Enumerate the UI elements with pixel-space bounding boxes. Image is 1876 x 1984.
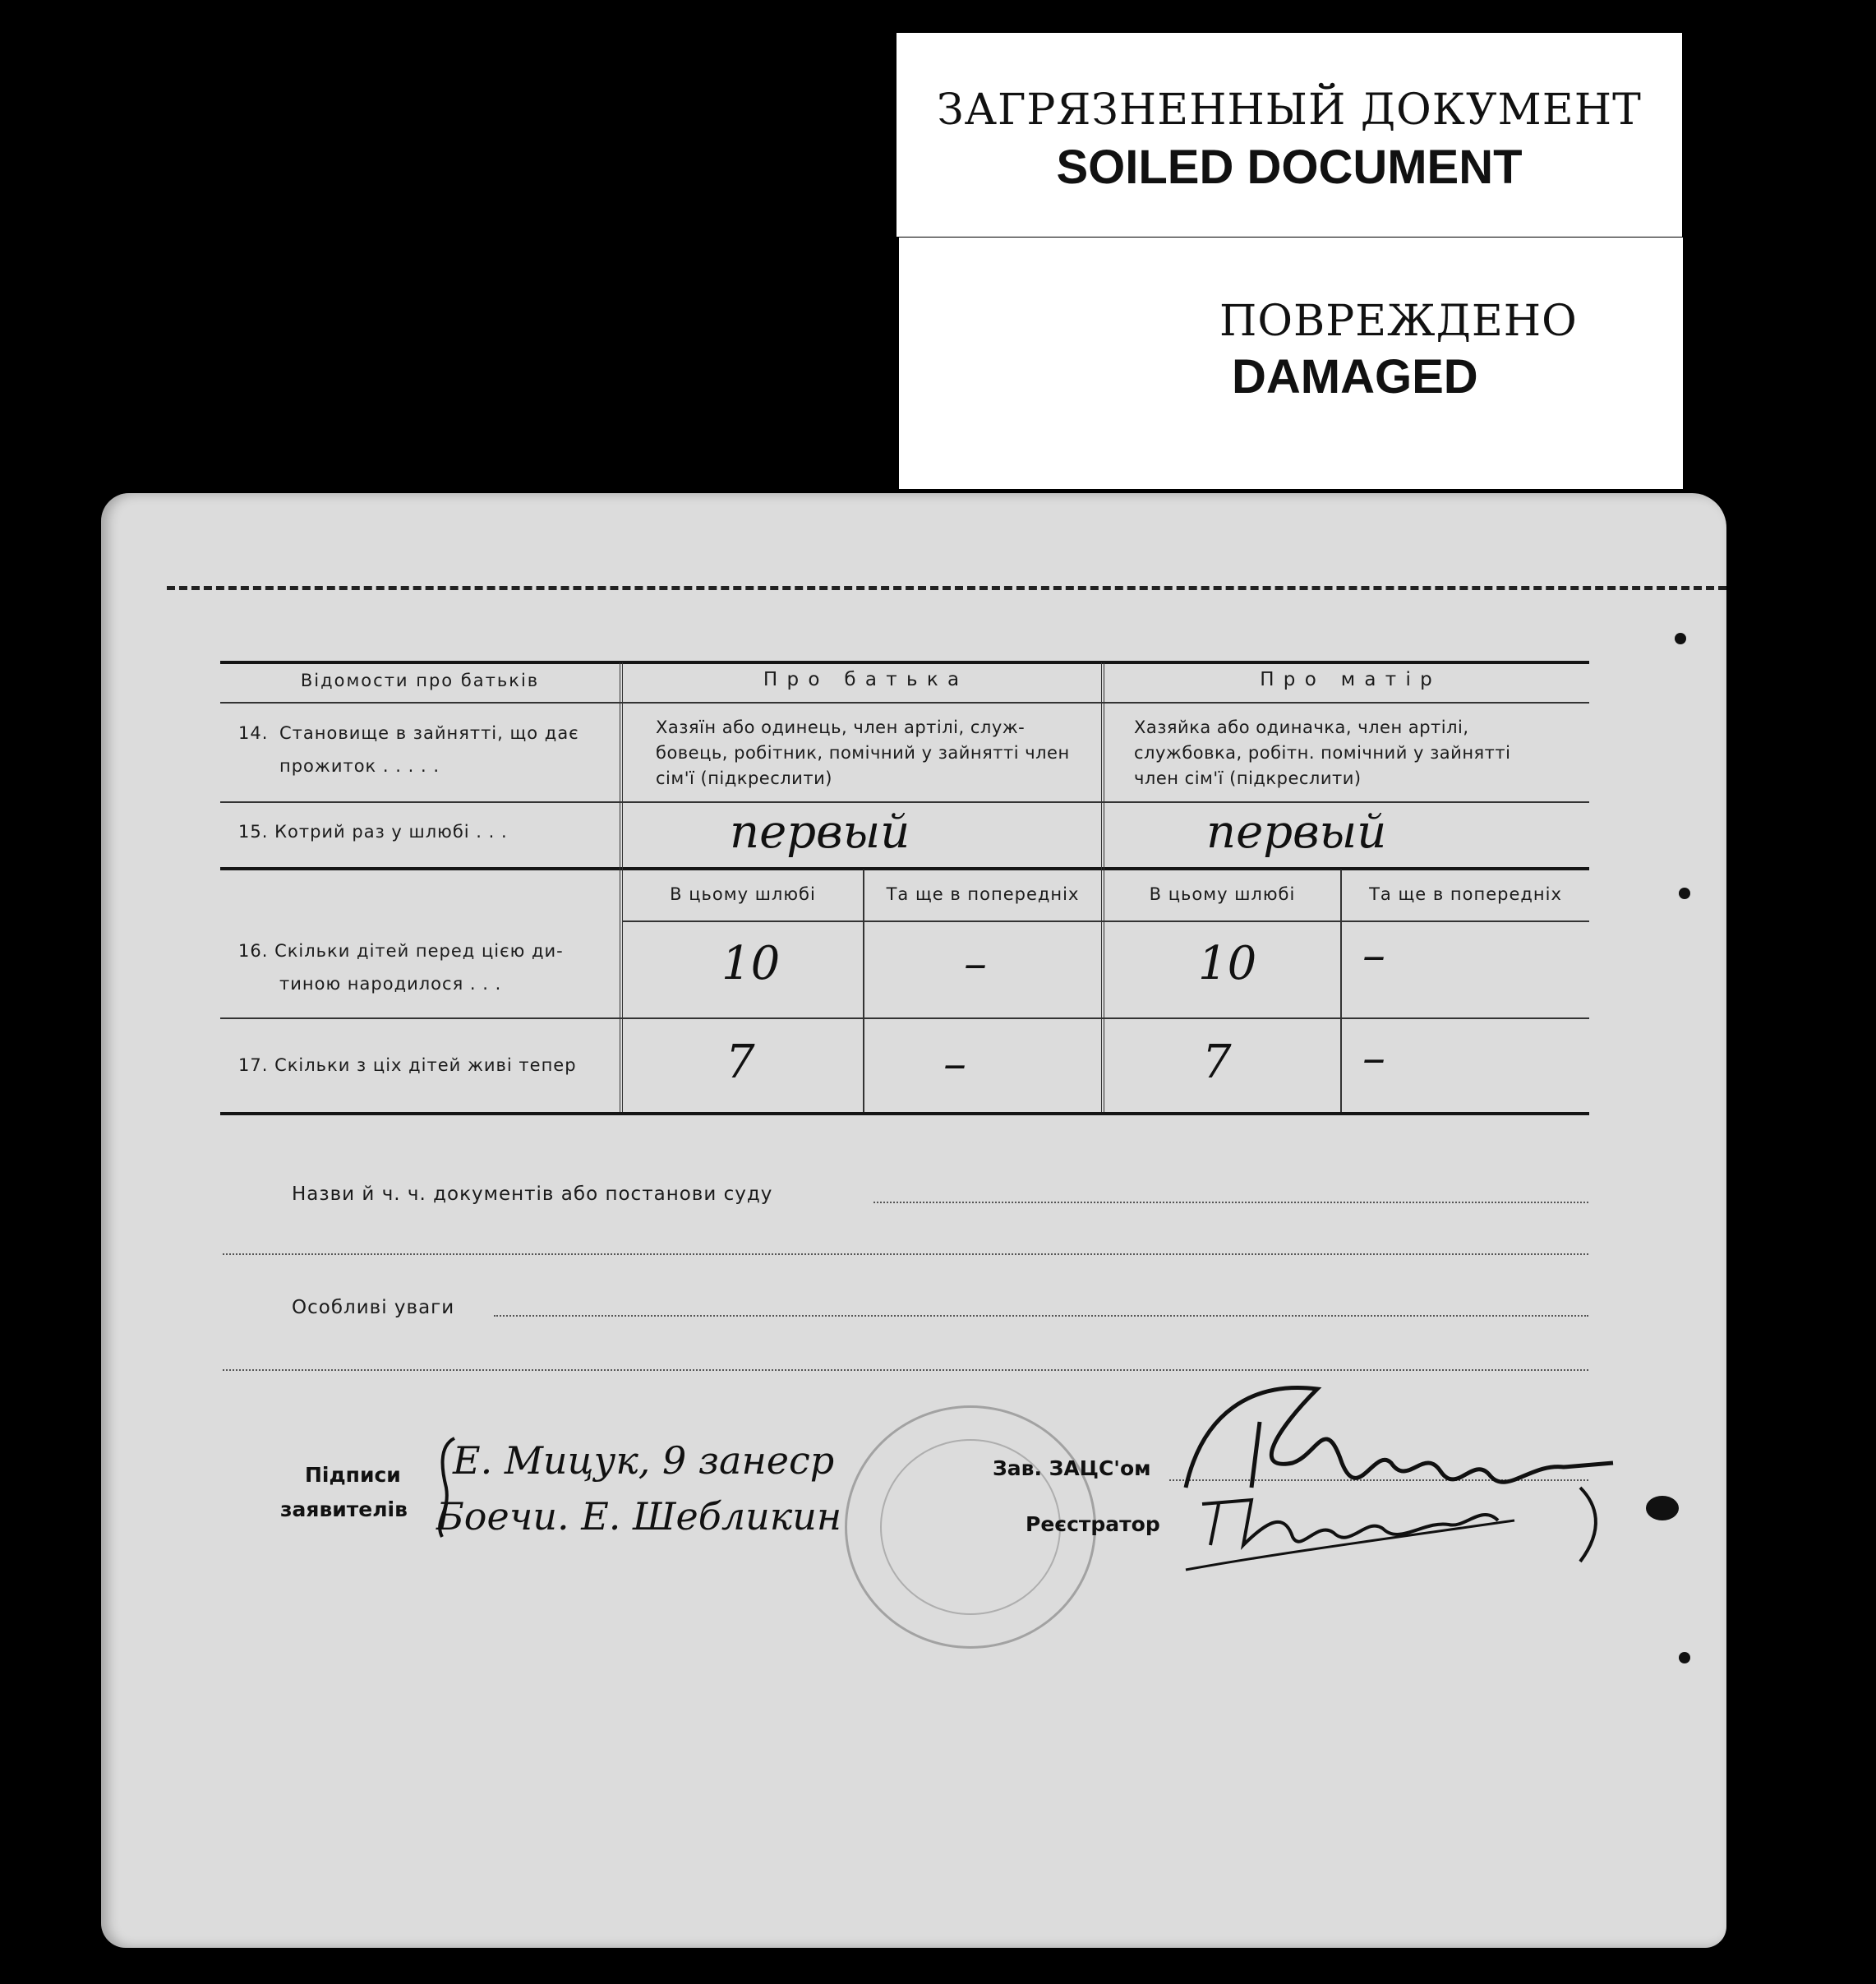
row17-father-this-marriage: 7 [726, 1036, 755, 1089]
row15-bottom-rule [220, 867, 1589, 870]
row14-number: 14. [238, 723, 269, 743]
damaged-document-notice [899, 238, 1683, 489]
subheader-mother-previous: Та ще в попередніх [1369, 884, 1562, 904]
col-divider-mother-sub [1340, 870, 1342, 1112]
soiled-notice-english: SOILED DOCUMENT [1056, 141, 1523, 194]
applicant-signature-1: Е. Мицук, 9 занеср [453, 1438, 835, 1483]
row17-mother-this-marriage: 7 [1202, 1036, 1232, 1089]
damaged-notice-english: DAMAGED [1232, 350, 1478, 404]
row14-bottom-rule [220, 801, 1589, 803]
row16-father-this-marriage: 10 [721, 937, 781, 990]
header-about-father: П р о б а т ь к а [763, 669, 961, 690]
row14-father-options: Хазяїн або одинець, член артілі, служ- бовець, робітник, помічний у зайнятті член сім'ї (підкреслити) [656, 717, 1070, 788]
applicants-signatures-label-1: Підписи [305, 1463, 401, 1487]
documents-label: Назви й ч. ч. документів або постанови суду [292, 1183, 773, 1205]
registrar-label: Реєстратор [1026, 1512, 1160, 1536]
applicants-bracket [430, 1430, 463, 1545]
punch-mark [1675, 633, 1686, 644]
row16-mother-previous: – [1362, 929, 1385, 982]
applicant-signature-2: Боечи. Е. Шебликин [436, 1494, 842, 1539]
documents-line-1 [873, 1202, 1588, 1203]
table-bottom-rule [220, 1112, 1589, 1115]
row16-father-previous: – [964, 937, 987, 990]
row14-label-line2: прожиток . . . . . [279, 756, 440, 776]
applicants-signatures-label-2: заявителів [280, 1497, 408, 1521]
row15-label: 15. Котрий раз у шлюбі . . . [238, 822, 508, 842]
header-bottom-rule [220, 702, 1589, 704]
col-divider-father-sub [863, 870, 864, 1112]
punch-mark [1679, 1652, 1690, 1663]
row16-bottom-rule [220, 1017, 1589, 1019]
row15-mother-handwritten: первый [1206, 805, 1387, 859]
row14-label-line1: Становище в зайнятті, що дає [279, 723, 579, 743]
registration-form-sheet [101, 493, 1726, 1948]
row16-label-line2: тиною народилося . . . [279, 974, 502, 994]
row17-label: 17. Скільки з ціх дітей живі тепер [238, 1055, 577, 1075]
punch-mark [1679, 888, 1690, 899]
punch-hole [1646, 1496, 1679, 1520]
subheader-father-previous: Та ще в попередніх [886, 884, 1080, 904]
remarks-label: Особливі уваги [292, 1297, 455, 1318]
documents-line-2 [223, 1253, 1588, 1255]
damaged-notice-russian: ПОВРЕЖДЕНО [1219, 297, 1578, 346]
row14-mother-options: Хазяйка або одиначка, член артілі, службовка, робітн. помічний у зайнятті член сім'ї (підкреслити) [1134, 717, 1511, 788]
header-about-mother: П р о м а т і р [1260, 669, 1434, 690]
row17-mother-previous: – [1362, 1031, 1385, 1085]
subheader-mother-this-marriage: В цьому шлюбі [1149, 884, 1296, 904]
soiled-document-notice [897, 33, 1682, 237]
row17-father-previous: – [943, 1037, 966, 1091]
subheader-father-this-marriage: В цьому шлюбі [670, 884, 816, 904]
registry-head-label: Зав. ЗАЦС'ом [993, 1456, 1151, 1480]
row15-father-handwritten: первый [730, 805, 910, 859]
row16-label-line1: 16. Скільки дітей перед цією ди- [238, 941, 564, 961]
remarks-line-1 [494, 1315, 1588, 1317]
registrar-signature [1153, 1471, 1662, 1578]
table-top-rule [220, 661, 1589, 664]
perforation-line [167, 586, 1726, 590]
header-parents-info: Відомости про батьків [300, 671, 540, 690]
row16-mother-this-marriage: 10 [1198, 937, 1257, 990]
soiled-notice-russian: ЗАГРЯЗНЕННЫЙ ДОКУМЕНТ [937, 85, 1642, 135]
subheader-bottom-rule [623, 920, 1589, 922]
